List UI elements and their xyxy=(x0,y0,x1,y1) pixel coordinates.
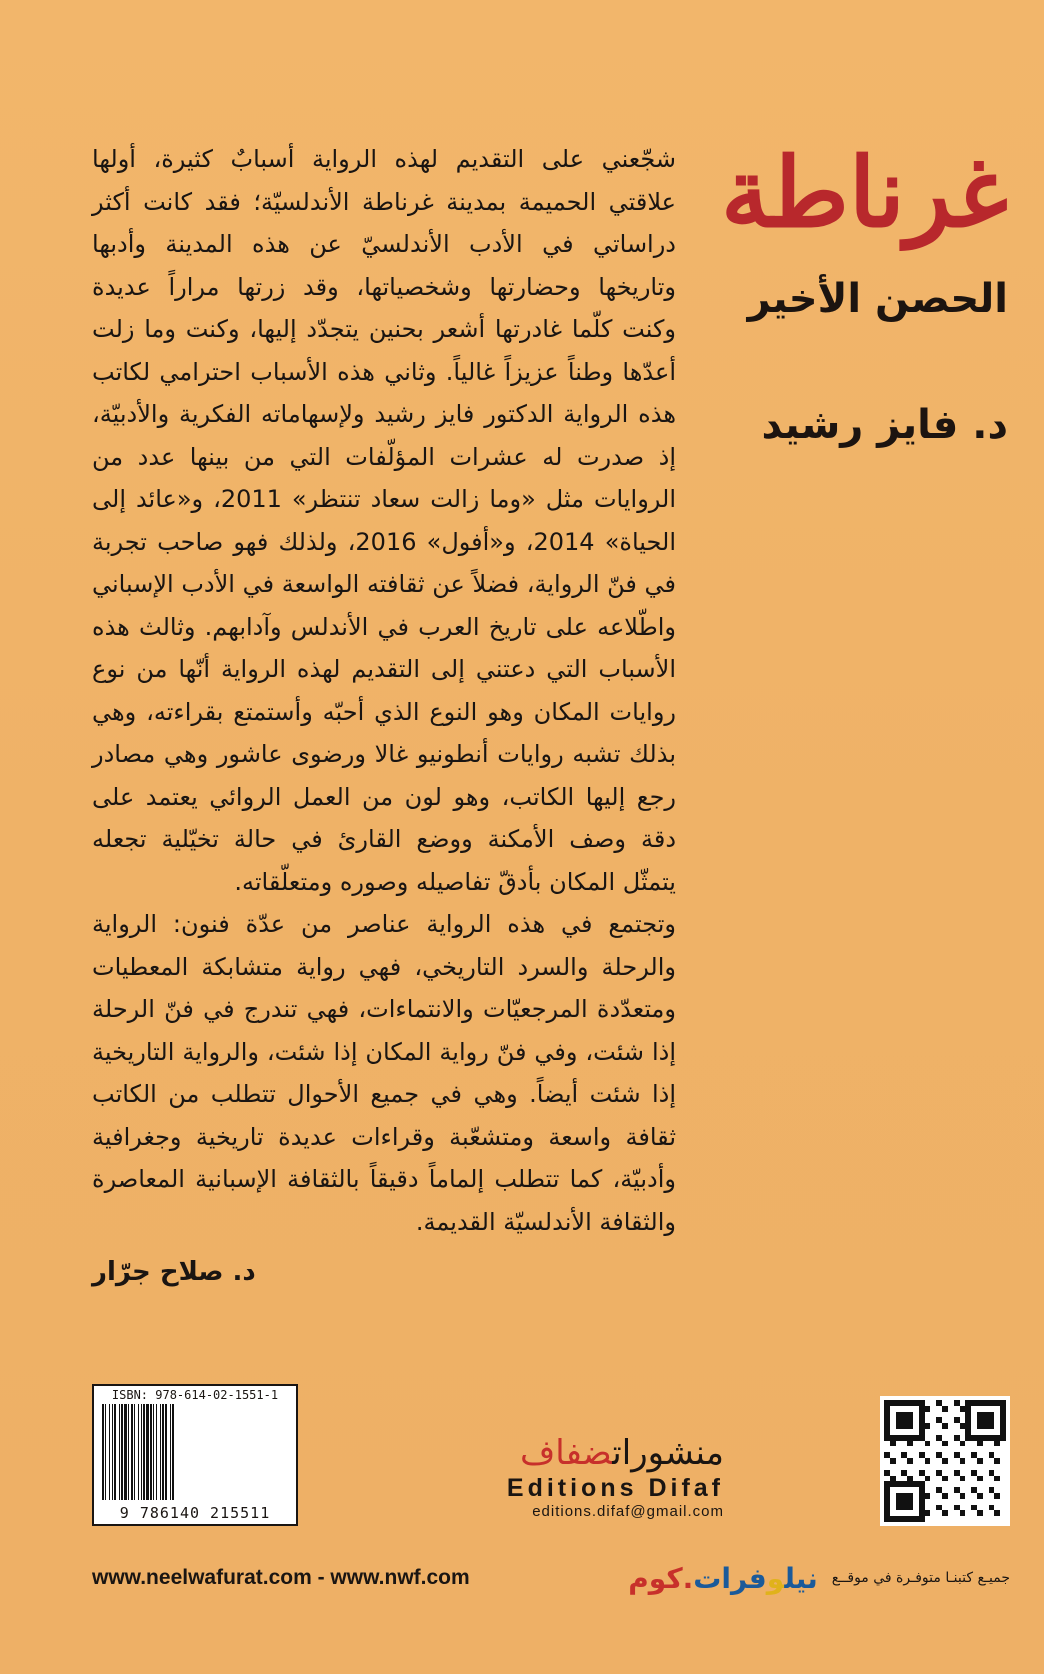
book-author: د. فايز رشيد xyxy=(761,401,1008,448)
neelwafurat-logo xyxy=(628,1562,817,1595)
blurb-paragraph-2: وتجتمع في هذه الرواية عناصر من عدّة فنون: الرواية والرحلة والسرد التاريخي، فهي رواية متشابكة المعطيات ومتعدّدة المرجعيّات والانتماءات، فهي تندرج في فنّ الرحلة إذا شئت، وفي فنّ رواية المكان إذا شئت، والرواية التاريخية إذا شئت أيضاً. وهي في جميع الأحوال تتطلب من الكاتب ثقافة واسعة ومتشعّبة وقراءات عديدة تاريخية وجغرافية وأدبيّة، كما تتطلب إلماماً دقيقاً بالثقافة الإسبانية المعاصرة والثقافة الأندلسيّة القديمة. xyxy=(92,910,676,1236)
blurb-text xyxy=(92,138,676,1294)
barcode-bars xyxy=(102,1404,288,1500)
qr-module xyxy=(1000,1516,1006,1522)
publisher-name-arabic xyxy=(462,1433,724,1473)
isbn-label: ISBN: 978-614-02-1551-1 xyxy=(111,1388,279,1402)
publisher-name-prefix: منشورات xyxy=(612,1433,724,1473)
title-block xyxy=(708,136,1008,448)
footer-availability xyxy=(618,1562,1010,1595)
barcode-bar xyxy=(174,1404,175,1500)
qr-code-pattern xyxy=(884,1400,1006,1522)
book-subtitle: الحصن الأخير xyxy=(747,275,1008,322)
logo-part-1: نيل xyxy=(784,1561,818,1595)
qr-code xyxy=(880,1396,1010,1526)
publisher-name-english: Editions Difaf xyxy=(506,1474,724,1502)
book-title: غرناطة xyxy=(720,136,1008,249)
footer-note: جميـع كتبنـا متوفـرة في موقــع xyxy=(831,1570,1010,1586)
logo-part-4: .كوم xyxy=(628,1561,694,1595)
barcode-digits: 9 786140 215511 xyxy=(119,1504,271,1522)
publisher-name-accent: ضفاف xyxy=(520,1433,613,1473)
publisher-logo xyxy=(462,1433,724,1520)
blurb-signature: د. صلاح جرّار xyxy=(92,1257,256,1287)
isbn-barcode xyxy=(92,1384,298,1526)
publisher-email: editions.difaf@gmail.com xyxy=(532,1503,724,1520)
logo-part-2: و xyxy=(766,1561,785,1595)
footer-urls: www.neelwafurat.com - www.nwf.com xyxy=(92,1566,470,1589)
logo-part-3: فرات xyxy=(693,1561,767,1595)
blurb-paragraph-1: شجّعني على التقديم لهذه الرواية أسبابٌ كثيرة، أولها علاقتي الحميمة بمدينة غرناطة الأندلسيّة؛ فقد كانت أكثر دراساتي في الأدب الأندلسيّ عن هذه المدينة وأدبها وتاريخها وحضارتها وشخصياتها، وقد زرتها مراراً عديدة وكنت كلّما غادرتها أشعر بحنين يتجدّد إليها، وكنت وما زلت أعدّها وطناً عزيزاً غالياً. وثاني هذه الأسباب احترامي لكاتب هذه الرواية الدكتور فايز رشيد ولإسهاماته الفكرية والأدبيّة، إذ صدرت له عشرات المؤلّفات التي من بينها عدد من الروايات مثل «وما زالت سعاد تنتظر» 2011، و«عائد إلى الحياة» 2014، و«أفول» 2016، ولذلك فهو صاحب تجربة في فنّ الرواية، فضلاً عن ثقافته الواسعة في الأدب الإسباني واطّلاعه على تاريخ العرب في الأندلس وآدابهم. وثالث هذه الأسباب التي دعتني إلى التقديم لهذه الرواية أنّها من نوع روايات المكان وهو النوع الذي أحبّه وأستمتع بقراءته، وهي بذلك تشبه روايات أنطونيو غالا ورضوى عاشور وهي مصادر رجع إليها الكاتب، وهو لون من العمل الروائي يعتمد على دقة وصف الأمكنة ووضع القارئ في حالة تخيّلية تجعله يتمثّل المكان بأدقّ تفاصيله وصوره ومتعلّقاته. xyxy=(92,145,677,896)
footer-bar xyxy=(92,1560,1010,1596)
